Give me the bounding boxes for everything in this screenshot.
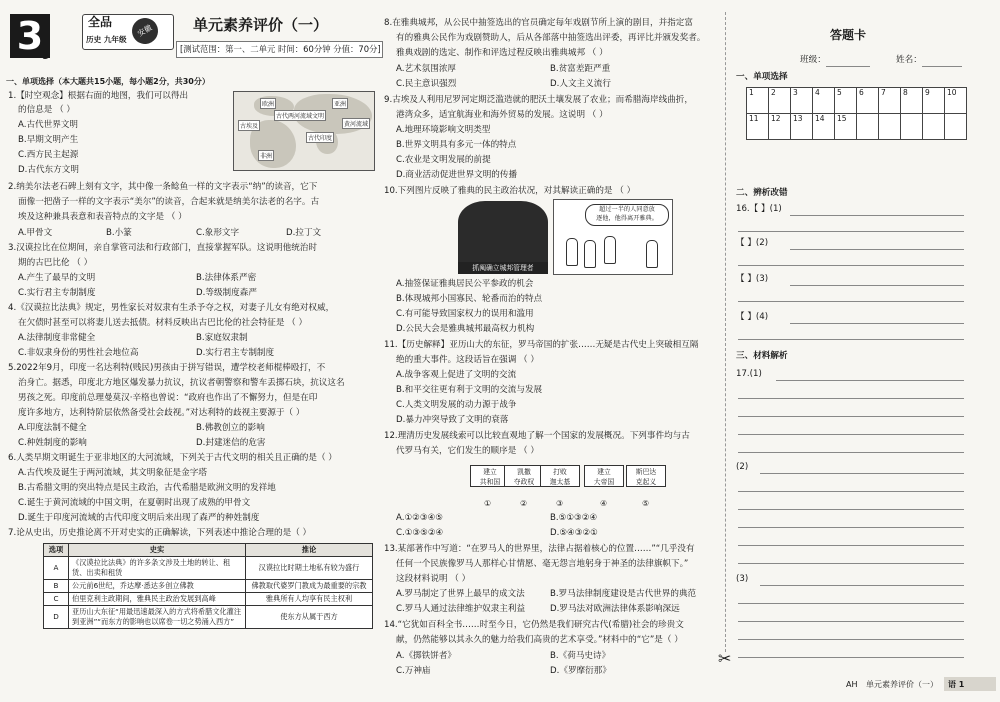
answer-grid-row-1: [747, 88, 967, 114]
q2-stem-3: 埃及这种兼具表意和表音特点的文字是 （ ）: [18, 212, 187, 222]
vase-caption: 抓阄确立城邦管理者: [458, 262, 548, 274]
q1-stem-cont: 的信息是 （ ）: [18, 105, 76, 115]
analysis-item-3: (3): [736, 574, 749, 584]
q7-table: [43, 543, 373, 629]
q7-col-fact: 史实: [69, 544, 246, 557]
fix-line-3b[interactable]: [738, 301, 964, 302]
q8-option-d: D.人文主义流行: [550, 79, 611, 89]
page-title: 单元素养评价（一）: [193, 16, 329, 34]
answer-cell-11[interactable]: 11: [747, 114, 769, 140]
footer-label: 单元素养评价（一）: [866, 680, 938, 689]
q5-stem-2: 治身亡。据悉，印度北方地区爆发暴力抗议，抗议者朝警察和警车丢掷石块，抗议这名: [18, 378, 345, 388]
q7-row-a-fact: 《汉谟拉比法典》的许多条文涉及土地的转让、租赁、出卖和租赁: [69, 557, 246, 580]
fix-line-1b[interactable]: [738, 231, 964, 232]
cartoon-figure-4: [646, 240, 658, 268]
analysis-line-7[interactable]: [738, 491, 964, 492]
q1-option-b: B.早期文明产生: [18, 135, 79, 145]
section1-heading: 一、单项选择（本大题共15小题，每小题2分，共30分）: [6, 77, 210, 86]
map-label-mesopotamia: 古代两河流域文明: [274, 110, 326, 121]
q3-option-a: A.产生了最早的文明: [18, 273, 96, 283]
sequence-box-2: [504, 465, 544, 487]
q7-row-a-option: A: [44, 557, 69, 580]
q12-option-a: A.①②③④⑤: [396, 513, 443, 523]
q11-option-b: B.和平交往更有利于文明的交流与发展: [396, 385, 543, 395]
answer-cell-empty: [945, 114, 967, 140]
q3-option-b: B.法律体系严密: [196, 273, 257, 283]
analysis-line-14[interactable]: [738, 621, 964, 622]
answer-cell-2[interactable]: 2: [769, 88, 791, 114]
q12-option-d: D.⑤④③②①: [550, 528, 598, 538]
q14-stem: 14.“它犹如百科全书……时至今日，它仍然是我们研究古代(希腊)社会的珍贵文: [384, 620, 684, 630]
q10-option-c: C.有可能导致国家权力的误用和滥用: [396, 309, 534, 319]
class-label: 班级：: [800, 55, 826, 65]
q7-row-c-inference: 雅典所有人均享有民主权利: [246, 593, 373, 606]
sequence-box-1-label: 建立 共和国: [479, 468, 501, 486]
scissors-icon: ✂: [718, 649, 732, 668]
q14-option-a: A.《掷铁饼者》: [396, 651, 457, 661]
q3-stem-2: 期的古巴比伦 （ ）: [18, 258, 93, 268]
q6-option-d: D.诞生于印度河流域的古代印度文明后来出现了森严的种姓制度: [18, 513, 260, 523]
sequence-box-4-label: 建立 大帝国: [593, 468, 615, 486]
analysis-line-2[interactable]: [738, 398, 964, 399]
q7-row-c-option: C: [44, 593, 69, 606]
fix-item-2: 【 】(2): [736, 238, 769, 248]
footer-code: AH: [846, 680, 858, 689]
answer-section3-heading: 三、材料解析: [736, 351, 788, 361]
sequence-box-5-label: 斯巴达 克起义: [635, 468, 657, 486]
cartoon-figure-2: [584, 240, 596, 268]
answer-section2-heading: 二、辨析改错: [736, 188, 788, 198]
analysis-line-1[interactable]: [776, 380, 964, 381]
q8-option-b: B.贫富差距严重: [550, 64, 611, 74]
analysis-line-15[interactable]: [738, 639, 964, 640]
civilization-map: [233, 91, 375, 171]
q12-stem: 12.理清历史发展线索可以比较直观地了解一个国家的发展概况。下列事件均与古: [384, 431, 690, 441]
q6-option-b: B.古希腊文明的突出特点是民主政治，古代希腊是欧洲文明的发祥地: [18, 483, 276, 493]
analysis-line-13[interactable]: [738, 603, 964, 604]
q8-option-a: A.艺术氛围浓厚: [396, 64, 457, 74]
q13-stem-2: 任何一个民族像罗马人那样心甘情愿、毫无怨言地躬身于神圣的法律旗帜下。”: [396, 559, 689, 569]
q2-option-d: D.拉丁文: [286, 228, 322, 238]
q7-table-header: [44, 544, 373, 557]
q4-stem: 4.《汉谟拉比法典》规定，男性家长对奴隶有生杀予夺之权，对妻子儿女有绝对权威，: [8, 303, 335, 313]
q4-option-b: B.家庭奴隶制: [196, 333, 248, 343]
analysis-line-12[interactable]: [760, 585, 964, 586]
unit-number-box: 3: [10, 14, 50, 58]
q4-stem-2: 在欠债时甚至可以将妻儿送去抵债。材料反映出古巴比伦的社会特征是 （ ）: [18, 318, 308, 328]
sequence-box-5: [626, 465, 666, 487]
q8-stem-2: 有的雅典公民作为戏剧赞助人，后从各部落中抽签选出评委，再评比并颁发奖者。: [396, 33, 706, 43]
q5-stem-4: 度许多地方，达利特阶层依然备受社会歧视。”对达利特的歧视主要源于（ ）: [18, 408, 305, 418]
q5-stem: 5.2022年9月，印度一名达利特(贱民)男孩由于拼写错误，遭学校老师棍棒殴打，不: [8, 363, 326, 373]
answer-grid-row-2: [747, 114, 967, 140]
map-label-asia: 亚洲: [332, 98, 348, 109]
q5-option-a: A.印度法制不健全: [18, 423, 87, 433]
q7-col-inference: 推论: [246, 544, 373, 557]
greek-vase-image: [458, 201, 548, 271]
q4-option-c: C.非奴隶身份的男性社会地位高: [18, 348, 139, 358]
q13-option-c: C.罗马人通过法律维护奴隶主利益: [396, 604, 526, 614]
q12-stem-2: 代罗马有关，它们发生的顺序是 （ ）: [396, 446, 539, 456]
answer-section1-heading: 一、单项选择: [736, 72, 788, 82]
answer-cell-empty: [879, 114, 901, 140]
q14-stem-2: 献，仍然能够以其永久的魅力给我们高贵的艺术享受。”材料中的“它”是（ ）: [396, 635, 683, 645]
q7-row-d-inference: 使东方从属于西方: [246, 606, 373, 629]
analysis-item-1: 17.(1): [736, 369, 762, 379]
q4-option-d: D.实行君主专制制度: [196, 348, 275, 358]
analysis-item-2: (2): [736, 462, 749, 472]
q3-option-c: C.实行君主专制制度: [18, 288, 96, 298]
map-label-europe: 欧洲: [260, 98, 276, 109]
unit-sub-number: 3: [42, 48, 50, 62]
test-scope: [测试范围：第一、二单元 时间：60分钟 分值：70分]: [176, 41, 383, 58]
q3-stem: 3.汉谟拉比在位期间，亲自掌管司法和行政部门，直接掌握军队。这说明他统治时: [8, 243, 317, 253]
q1-stem: 1.【时空观念】根据右面的地图，我们可以得出: [8, 91, 189, 101]
q7-row-b-fact: 公元前6世纪，乔达摩·悉达多创立佛教: [69, 580, 246, 593]
analysis-line-16[interactable]: [738, 657, 964, 658]
answer-card-title: 答题卡: [830, 28, 867, 42]
fix-line-2a[interactable]: [790, 249, 964, 250]
q13-option-d: D.罗马法对欧洲法律体系影响深远: [550, 604, 680, 614]
q7-row-d-option: D: [44, 606, 69, 629]
map-label-egypt: 古埃及: [238, 120, 260, 131]
q1-option-d: D.古代东方文明: [18, 165, 79, 175]
q11-option-d: D.暴力冲突导致了文明的衰落: [396, 415, 509, 425]
brand-name: 全品: [88, 15, 113, 29]
q7-row-b-inference: 佛教取代婆罗门教成为最重要的宗教: [246, 580, 373, 593]
q9-option-a: A.地理环境影响文明类型: [396, 125, 491, 135]
q7-row-b-option: B: [44, 580, 69, 593]
sequence-box-4: [584, 465, 624, 487]
q12-option-c: C.①③⑤②④: [396, 528, 444, 538]
answer-cell-15[interactable]: 15: [835, 114, 857, 140]
sequence-num-5: ⑤: [642, 499, 650, 508]
class-field[interactable]: [826, 66, 870, 67]
q6-option-a: A.古代埃及诞生于两河流域，其文明象征是金字塔: [18, 468, 207, 478]
answer-cell-9[interactable]: 9: [923, 88, 945, 114]
q10-option-b: B.体现城邦小国寡民、轮番而治的特点: [396, 294, 543, 304]
q4-option-a: A.法律制度非常健全: [18, 333, 96, 343]
cut-line: [725, 12, 726, 652]
q6-option-c: C.诞生于黄河流域的中国文明，在夏朝时出现了成熟的甲骨文: [18, 498, 251, 508]
fix-item-3: 【 】(3): [736, 274, 769, 284]
sequence-box-3-label: 打败 迦太基: [549, 468, 571, 486]
cartoon-figure-3: [604, 236, 616, 264]
table-row: [44, 557, 373, 580]
answer-cell-7[interactable]: 7: [879, 88, 901, 114]
analysis-line-6[interactable]: [760, 473, 964, 474]
map-label-africa: 非洲: [258, 150, 274, 161]
q5-stem-3: 男孩之死。印度前总理曼莫汉·辛格也曾说：“政府也作出了不懈努力，但是在印: [18, 393, 318, 403]
sequence-num-3: ③: [556, 499, 564, 508]
q2-stem: 2.纳美尔法老石碑上刻有文字，其中像一条鲶鱼一样的文字表示“纳”的读音，它下: [8, 182, 318, 192]
cartoon-speech-bubble: [585, 204, 669, 226]
q11-stem-2: 绝的重大事件。这段话旨在强调 （ ）: [396, 355, 539, 365]
q9-stem: 9.古埃及人利用尼罗河定期泛滥造就的肥沃土壤发展了农业；而希腊海岸线曲折，: [384, 95, 693, 105]
analysis-line-3[interactable]: [738, 416, 964, 417]
answer-cell-8[interactable]: 8: [901, 88, 923, 114]
answer-cell-3[interactable]: 3: [791, 88, 813, 114]
answer-cell-6[interactable]: 6: [857, 88, 879, 114]
fix-line-3a[interactable]: [790, 285, 964, 286]
q3-option-d: D.等级制度森严: [196, 288, 257, 298]
q1-option-a: A.古代世界文明: [18, 120, 79, 130]
q14-option-d: D.《罗摩衍那》: [550, 666, 611, 676]
q13-stem: 13.某部著作中写道：“在罗马人的世界里，法律占据着核心的位置……”“几乎没有: [384, 544, 695, 554]
map-label-yellow-river: 黄河流域: [342, 118, 370, 129]
table-row: [44, 606, 373, 629]
analysis-line-11[interactable]: [738, 563, 964, 564]
q7-stem: 7.论从史出，历史推论离不开对史实的正确解读，下列表述中推论合理的是（ ）: [8, 528, 312, 538]
q11-option-c: C.人类文明发展的动力源于战争: [396, 400, 517, 410]
q11-option-a: A.战争客观上促进了文明的交流: [396, 370, 517, 380]
q9-stem-2: 港湾众多，适宜航海业和海外贸易的发展。这说明 （ ）: [396, 110, 608, 120]
table-row: [44, 580, 373, 593]
q2-option-a: A.甲骨文: [18, 228, 53, 238]
q7-row-a-inference: 汉谟拉比时期土地私有较为盛行: [246, 557, 373, 580]
analysis-line-5[interactable]: [738, 452, 964, 453]
answer-cell-1[interactable]: 1: [747, 88, 769, 114]
q10-option-a: A.抽签保证雅典居民公平参政的机会: [396, 279, 534, 289]
sequence-box-2-label: 凯撒 夺政权: [513, 468, 535, 486]
fix-item-1: 16.【 】(1): [736, 204, 782, 214]
answer-cell-10[interactable]: 10: [945, 88, 967, 114]
q8-stem-3: 雅典戏剧的选定、制作和评选过程反映出雅典城邦 （ ）: [396, 48, 608, 58]
q9-option-d: D.商业活动促进世界文明的传播: [396, 170, 518, 180]
q12-option-b: B.⑤①③②④: [550, 513, 598, 523]
q14-option-c: C.万神庙: [396, 666, 431, 676]
q9-option-b: B.世界文明具有多元一体的特点: [396, 140, 517, 150]
q13-stem-3: 这段材料说明 （ ）: [396, 574, 471, 584]
fix-line-4b[interactable]: [738, 339, 964, 340]
sequence-num-1: ①: [484, 499, 492, 508]
fix-line-2b[interactable]: [738, 265, 964, 266]
cartoon-bubble-line1: 超过一半的人同意放: [599, 206, 655, 213]
q5-option-d: D.封建迷信的危害: [196, 438, 266, 448]
q5-option-c: C.种姓制度的影响: [18, 438, 87, 448]
q6-stem: 6.人类早期文明诞生于亚非地区的大河流域，下列关于古代文明的相关且正确的是（ ）: [8, 453, 337, 463]
subject-label: 历史 九年级: [86, 35, 127, 44]
sequence-box-3: [540, 465, 580, 487]
analysis-line-4[interactable]: [738, 434, 964, 435]
q13-option-a: A.罗马制定了世界上最早的成文法: [396, 589, 525, 599]
edition-badge: 安徽: [127, 13, 163, 49]
q9-option-c: C.农业是文明发展的前提: [396, 155, 491, 165]
footer-page: 语 1: [948, 680, 965, 689]
answer-cell-empty: [857, 114, 879, 140]
answer-cell-12[interactable]: 12: [769, 114, 791, 140]
q2-option-c: C.象形文字: [196, 228, 240, 238]
analysis-line-8[interactable]: [738, 509, 964, 510]
q11-stem: 11.【历史解释】亚历山大的东征，罗马帝国的扩张……无疑是古代史上突破相互隔: [384, 340, 699, 350]
sequence-num-2: ②: [520, 499, 528, 508]
fix-item-4: 【 】(4): [736, 312, 769, 322]
map-label-india: 古代印度: [306, 132, 334, 143]
q13-option-b: B.罗马法律制度建设是古代世界的典范: [550, 589, 697, 599]
cartoon-bubble-line2: 逐他，他得离开雅典。: [596, 215, 658, 222]
answer-cell-4[interactable]: 4: [813, 88, 835, 114]
answer-cell-empty: [923, 114, 945, 140]
q2-option-b: B.小篆: [106, 228, 132, 238]
cartoon-figure-1: [566, 238, 578, 266]
answer-cell-5[interactable]: 5: [835, 88, 857, 114]
name-field[interactable]: [922, 66, 962, 67]
answer-grid: [746, 87, 967, 140]
answer-cell-14[interactable]: 14: [813, 114, 835, 140]
name-label: 姓名：: [896, 55, 922, 65]
table-row: [44, 593, 373, 606]
q7-col-option: 选项: [44, 544, 69, 557]
fix-line-1a[interactable]: [790, 215, 964, 216]
fix-line-4a[interactable]: [790, 323, 964, 324]
q1-option-c: C.西方民主起源: [18, 150, 79, 160]
answer-cell-empty: [901, 114, 923, 140]
q5-option-b: B.佛教创立的影响: [196, 423, 265, 433]
q8-stem: 8.在雅典城邦，从公民中抽签选出的官员确定每年戏剧节所上演的剧目，并指定富: [384, 18, 693, 28]
q14-option-b: B.《荷马史诗》: [550, 651, 611, 661]
analysis-line-10[interactable]: [738, 545, 964, 546]
q8-option-c: C.民主意识强烈: [396, 79, 457, 89]
q7-row-c-fact: 伯里克利主政期间，雅典民主政治发展到高峰: [69, 593, 246, 606]
analysis-line-9[interactable]: [738, 527, 964, 528]
q10-option-d: D.公民大会是雅典城邦最高权力机构: [396, 324, 535, 334]
q10-stem: 10.下列图片反映了雅典的民主政治状况，对其解读正确的是 （ ）: [384, 186, 636, 196]
answer-cell-13[interactable]: 13: [791, 114, 813, 140]
q2-stem-2: 面像一把凿子一样的文字表示“美尔”的读音，合起来就是纳美尔法老的名字。古: [18, 197, 320, 207]
q7-row-d-fact: 亚历山大东征“用最迅速最深入的方式将希腊文化灌注到亚洲”“而东方的影响也以席卷一切之势涌入西方”: [69, 606, 246, 629]
sequence-num-4: ④: [600, 499, 608, 508]
